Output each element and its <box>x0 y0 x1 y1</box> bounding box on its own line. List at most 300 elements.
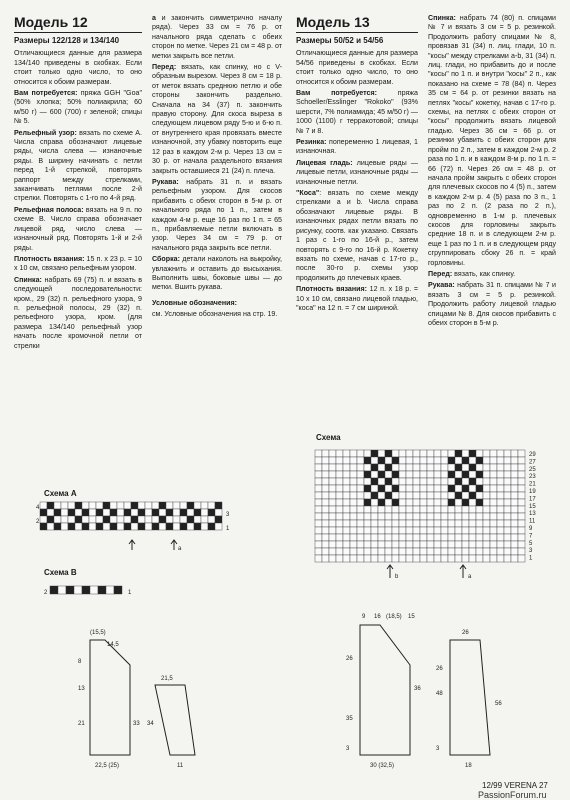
chart-cell <box>208 516 215 523</box>
chart-cell <box>385 548 392 555</box>
chart-cell <box>378 527 385 534</box>
model12-assembly: Сборка: детали наколоть на выкройку, увлажнить и оставить до высыхания. Выполнить швы, боковые швы — до метки. Вшить рукава. <box>152 255 282 292</box>
chart-cell <box>483 527 490 534</box>
scheme-b-row-label: 2 <box>44 590 48 596</box>
chart-cell <box>68 523 75 530</box>
chart-cell <box>434 478 441 485</box>
scheme-c-row-label: 1 <box>529 555 533 562</box>
chart-cell <box>504 450 511 457</box>
chart-cell <box>441 478 448 485</box>
chart-cell <box>497 548 504 555</box>
chart-cell <box>357 520 364 527</box>
chart-cell <box>441 457 448 464</box>
chart-cell <box>329 464 336 471</box>
chart-cell <box>350 520 357 527</box>
chart-cell <box>497 506 504 513</box>
chart-cell <box>61 516 68 523</box>
chart-cell <box>420 555 427 562</box>
chart-cell <box>47 523 54 530</box>
dim-label: 11 <box>177 763 184 769</box>
chart-cell <box>350 464 357 471</box>
chart-cell <box>392 513 399 520</box>
chart-cell <box>392 499 399 506</box>
chart-cell <box>462 548 469 555</box>
chart-cell <box>490 471 497 478</box>
chart-cell <box>462 457 469 464</box>
chart-cell <box>406 555 413 562</box>
chart-cell <box>329 513 336 520</box>
chart-cell <box>364 506 371 513</box>
chart-cell <box>343 541 350 548</box>
chart-cell <box>40 502 47 509</box>
chart-cell <box>208 509 215 516</box>
chart-cell <box>152 523 159 530</box>
dim-label: 15 <box>408 614 415 620</box>
chart-cell <box>448 534 455 541</box>
chart-cell <box>469 471 476 478</box>
chart-cell <box>117 502 124 509</box>
chart-cell <box>427 548 434 555</box>
chart-cell <box>364 541 371 548</box>
chart-cell <box>124 523 131 530</box>
chart-cell <box>385 513 392 520</box>
chart-cell <box>490 450 497 457</box>
chart-cell <box>96 516 103 523</box>
chart-cell <box>215 509 222 516</box>
dim-label: 13 <box>78 686 85 692</box>
chart-cell <box>103 523 110 530</box>
chart-cell <box>427 520 434 527</box>
chart-cell <box>371 492 378 499</box>
chart-cell <box>448 450 455 457</box>
chart-cell <box>159 509 166 516</box>
chart-cell <box>434 492 441 499</box>
chart-cell <box>201 516 208 523</box>
chart-cell <box>455 499 462 506</box>
chart-cell <box>315 534 322 541</box>
chart-cell <box>511 555 518 562</box>
chart-cell <box>462 506 469 513</box>
chart-cell <box>413 485 420 492</box>
chart-cell <box>350 513 357 520</box>
chart-cell <box>131 502 138 509</box>
scheme-a-row-label: 4 <box>36 505 40 511</box>
chart-cell <box>40 509 47 516</box>
chart-cell <box>159 523 166 530</box>
chart-cell <box>159 502 166 509</box>
chart-cell <box>201 502 208 509</box>
chart-cell <box>364 555 371 562</box>
chart-cell <box>315 457 322 464</box>
chart-cell <box>96 509 103 516</box>
chart-cell <box>159 516 166 523</box>
chart-cell <box>462 450 469 457</box>
chart-cell <box>378 485 385 492</box>
chart-cell <box>413 527 420 534</box>
dim-label: 26 <box>462 630 469 636</box>
chart-cell <box>497 541 504 548</box>
arrow-up-icon <box>171 540 177 550</box>
chart-cell <box>420 478 427 485</box>
scheme-b-chart <box>44 586 140 602</box>
chart-cell <box>420 464 427 471</box>
chart-cell <box>434 541 441 548</box>
chart-cell <box>462 478 469 485</box>
chart-cell <box>497 520 504 527</box>
dim-label: 34 <box>147 721 154 727</box>
chart-cell <box>378 513 385 520</box>
chart-cell <box>392 548 399 555</box>
model12-intro: Отличающиеся данные для размера 134/140 приведены в скобках. Если стоит только одно число, то оно относится к обоим размерам. <box>14 49 142 86</box>
chart-cell <box>455 513 462 520</box>
chart-cell <box>441 555 448 562</box>
chart-cell <box>152 502 159 509</box>
page-number: 27 <box>538 781 548 790</box>
chart-cell <box>518 492 525 499</box>
chart-cell <box>364 520 371 527</box>
chart-cell <box>110 516 117 523</box>
chart-cell <box>518 450 525 457</box>
chart-cell <box>406 513 413 520</box>
chart-cell <box>90 586 98 594</box>
scheme-c-row-label: 17 <box>529 496 536 503</box>
model13-sleeve: Рукава: набрать 31 п. спицами № 7 и вязать 3 см = 5 р. резинкой. Продолжить работу лицевой гладью спицами № 8. Для скосов прибавить с обеих сторон в 5-м р. <box>428 281 556 327</box>
chart-cell <box>145 509 152 516</box>
chart-cell <box>322 541 329 548</box>
model12-title: Модель 12 <box>14 14 88 30</box>
chart-cell <box>413 492 420 499</box>
chart-cell <box>89 502 96 509</box>
chart-cell <box>518 478 525 485</box>
chart-cell <box>476 513 483 520</box>
chart-cell <box>413 464 420 471</box>
chart-cell <box>47 502 54 509</box>
chart-cell <box>350 457 357 464</box>
scheme-a-chart <box>36 502 240 552</box>
chart-cell <box>406 499 413 506</box>
chart-cell <box>371 478 378 485</box>
chart-cell <box>504 555 511 562</box>
arrow-up-icon <box>387 565 393 578</box>
chart-cell <box>357 513 364 520</box>
chart-cell <box>434 548 441 555</box>
dim-label: 14,5 <box>107 642 119 648</box>
chart-cell <box>455 534 462 541</box>
dim-label: 21 <box>78 721 85 727</box>
chart-cell <box>385 520 392 527</box>
chart-cell <box>364 513 371 520</box>
chart-cell <box>124 516 131 523</box>
chart-cell <box>441 485 448 492</box>
chart-cell <box>504 485 511 492</box>
chart-cell <box>350 555 357 562</box>
chart-cell <box>406 464 413 471</box>
chart-cell <box>343 450 350 457</box>
chart-cell <box>194 523 201 530</box>
chart-cell <box>371 499 378 506</box>
chart-cell <box>420 499 427 506</box>
chart-cell <box>392 450 399 457</box>
chart-cell <box>448 555 455 562</box>
chart-cell <box>434 457 441 464</box>
chart-cell <box>455 492 462 499</box>
chart-cell <box>378 548 385 555</box>
chart-cell <box>322 450 329 457</box>
chart-cell <box>427 471 434 478</box>
chart-cell <box>490 534 497 541</box>
chart-cell <box>371 541 378 548</box>
chart-cell <box>343 513 350 520</box>
chart-cell <box>490 492 497 499</box>
chart-cell <box>462 520 469 527</box>
chart-cell <box>518 527 525 534</box>
dim-label: 18 <box>465 763 472 769</box>
chart-cell <box>455 520 462 527</box>
chart-cell <box>483 464 490 471</box>
chart-cell <box>399 506 406 513</box>
chart-cell <box>98 586 106 594</box>
chart-cell <box>322 513 329 520</box>
dim-label: 56 <box>495 701 502 707</box>
chart-cell <box>194 502 201 509</box>
chart-cell <box>47 509 54 516</box>
chart-cell <box>413 548 420 555</box>
chart-cell <box>364 527 371 534</box>
chart-cell <box>329 527 336 534</box>
chart-cell <box>399 485 406 492</box>
chart-cell <box>399 457 406 464</box>
chart-cell <box>518 499 525 506</box>
model12-front: Перед: вязать, как спинку, но с V-образным вырезом. Через 8 см = 18 р. от меток вязать среднюю петлю и обе стороны закончить раздельно. Сначала на 34 (37) п. закончить правую сторону. Для скоса выреза в следующем лицевом ряду 5-ю и 6-ю п. от внутреннего края провязать вместе изнаночной, эту убавку повторить еще 12 раз в каждом 2-м р. Через 13 см = 30 р. от начала раздельного вязания закрыть оставшиеся 21 (24) п. плеча. <box>152 63 282 175</box>
chart-cell <box>427 492 434 499</box>
model12-pattern-schematic <box>75 625 215 775</box>
dim-label: 3 <box>436 746 440 752</box>
chart-cell <box>413 555 420 562</box>
body-outline <box>360 625 410 755</box>
scheme-c-arrow-a: a <box>468 574 472 580</box>
chart-cell <box>329 492 336 499</box>
chart-cell <box>110 509 117 516</box>
legend-title: Условные обозначения: <box>152 298 238 307</box>
chart-cell <box>427 527 434 534</box>
chart-cell <box>483 471 490 478</box>
chart-cell <box>448 471 455 478</box>
chart-cell <box>448 541 455 548</box>
chart-cell <box>469 527 476 534</box>
chart-cell <box>322 485 329 492</box>
chart-cell <box>343 471 350 478</box>
chart-cell <box>497 464 504 471</box>
chart-cell <box>448 527 455 534</box>
chart-cell <box>336 534 343 541</box>
chart-cell <box>343 555 350 562</box>
chart-cell <box>504 520 511 527</box>
chart-cell <box>329 520 336 527</box>
chart-cell <box>483 506 490 513</box>
chart-cell <box>427 464 434 471</box>
model13-column-2 <box>428 14 556 330</box>
chart-cell <box>350 527 357 534</box>
model12-column-1 <box>14 14 142 353</box>
chart-cell <box>434 499 441 506</box>
chart-cell <box>427 457 434 464</box>
dim-label: 36 <box>414 686 421 692</box>
chart-cell <box>434 485 441 492</box>
chart-cell <box>399 548 406 555</box>
chart-cell <box>75 516 82 523</box>
chart-cell <box>413 520 420 527</box>
model12-back: Спинка: набрать 69 (75) п. и вязать в следующей последовательности: кром., 29 (32) п. рельефного узора, 9 п. рельефной полосы, 29 (32) п. рельефного узора, кром. (для размера 134/140 рельефный узор начать после кромочной петли от стрелки <box>14 275 142 350</box>
chart-cell <box>336 555 343 562</box>
chart-cell <box>40 523 47 530</box>
chart-cell <box>462 527 469 534</box>
chart-cell <box>476 534 483 541</box>
chart-cell <box>476 457 483 464</box>
chart-cell <box>322 520 329 527</box>
chart-cell <box>350 450 357 457</box>
chart-cell <box>511 534 518 541</box>
sleeve-outline <box>450 640 490 755</box>
chart-cell <box>194 516 201 523</box>
chart-cell <box>54 509 61 516</box>
model13-braid: "Коса": вязать по схеме между стрелками а и b. Числа справа обозначают лицевые ряды. В изнаночных рядах петли вязать по рисунку, соотв. как указано. Связать 1 раз с 1-го по 16-й р., затем повторять с 9-го по 16-й р. Кокетку вязать по схеме, начав с 17-го р., после 30-го р. схемы узор продолжить до плечевых краев. <box>296 189 418 282</box>
chart-cell <box>336 450 343 457</box>
model13-column-1 <box>296 14 418 315</box>
chart-cell <box>180 509 187 516</box>
chart-cell <box>420 534 427 541</box>
chart-cell <box>455 527 462 534</box>
chart-cell <box>215 516 222 523</box>
chart-cell <box>518 520 525 527</box>
chart-cell <box>420 471 427 478</box>
chart-cell <box>392 457 399 464</box>
chart-cell <box>476 450 483 457</box>
chart-cell <box>490 464 497 471</box>
chart-cell <box>399 450 406 457</box>
chart-cell <box>511 450 518 457</box>
chart-cell <box>336 527 343 534</box>
chart-cell <box>441 513 448 520</box>
chart-cell <box>427 555 434 562</box>
chart-cell <box>483 513 490 520</box>
chart-cell <box>476 478 483 485</box>
chart-cell <box>497 485 504 492</box>
chart-cell <box>329 485 336 492</box>
chart-cell <box>497 555 504 562</box>
chart-cell <box>504 548 511 555</box>
chart-cell <box>336 478 343 485</box>
chart-cell <box>194 509 201 516</box>
scheme-c-chart <box>315 450 545 600</box>
arrow-up-icon <box>460 565 466 578</box>
chart-cell <box>364 471 371 478</box>
scheme-c-row-label: 11 <box>529 518 536 525</box>
chart-cell <box>152 516 159 523</box>
chart-cell <box>504 464 511 471</box>
chart-cell <box>315 492 322 499</box>
chart-cell <box>350 534 357 541</box>
chart-cell <box>399 492 406 499</box>
chart-cell <box>455 555 462 562</box>
chart-cell <box>476 471 483 478</box>
chart-cell <box>74 586 82 594</box>
chart-cell <box>68 502 75 509</box>
chart-cell <box>378 464 385 471</box>
chart-cell <box>145 523 152 530</box>
chart-cell <box>406 534 413 541</box>
chart-cell <box>476 527 483 534</box>
scheme-a-row-label: 3 <box>226 512 230 518</box>
chart-cell <box>511 478 518 485</box>
chart-cell <box>329 555 336 562</box>
model13-back: Спинка: набрать 74 (80) п. спицами № 7 и вязать 3 см = 5 р. резинкой. Продолжить работу спицами № 8, провязав 31 (34) п. лиц. глади, 10 п. "косы" между стрелками а-b, 31 (34) п. лиц. глади, но прибавить до и после "косы" по 1 п. и внутри "косы" 2 п., как показано на схеме = 78 (84) п. Через 35 см = 64 р. от резинки вязать на петлях "косы" кокетку, начав с 17-го р. схемы, на петлях с обеих сторон от "косы" продолжить вязать лицевой гладью. Через 36 см = 66 р. от резинки убавить с обеих сторон для пройм по 2 п., затем в каждом 2-м р. 2 раза по 1 п. и в каждом 8-м р. по 1 п. = 66 (72) п. Через 26 см = 48 р. от начала пройм закрыть с обеих сторон для плечевых скосов по 4 (5) п., затем в каждом 2-м р. 4 (5) раза по 3 п., 1 раз по 2 п. (2 раза по 2 п.), одновременно в 1-м р. плечевых скосов для горловины закрыть средние 18 п. и в следующем 2-м р. еще 1 раз по 1 п. и в следующем ряду сгруппировать сбоку 26 п. = край горловины. <box>428 14 556 267</box>
chart-cell <box>511 506 518 513</box>
chart-cell <box>315 506 322 513</box>
chart-cell <box>343 457 350 464</box>
chart-cell <box>138 509 145 516</box>
chart-cell <box>350 548 357 555</box>
chart-cell <box>96 523 103 530</box>
scheme-c-row-label: 13 <box>529 511 536 518</box>
chart-cell <box>343 534 350 541</box>
chart-cell <box>504 457 511 464</box>
scheme-c-row-label: 7 <box>529 533 533 540</box>
chart-cell <box>399 499 406 506</box>
chart-cell <box>378 478 385 485</box>
model13-pattern-schematic <box>340 610 540 770</box>
chart-cell <box>490 478 497 485</box>
chart-cell <box>476 485 483 492</box>
chart-cell <box>336 457 343 464</box>
chart-cell <box>315 485 322 492</box>
chart-cell <box>462 499 469 506</box>
chart-cell <box>392 527 399 534</box>
dim-label: 8 <box>78 659 82 665</box>
chart-cell <box>448 457 455 464</box>
chart-cell <box>455 471 462 478</box>
chart-cell <box>357 555 364 562</box>
chart-cell <box>329 450 336 457</box>
chart-cell <box>483 541 490 548</box>
chart-cell <box>399 513 406 520</box>
chart-cell <box>392 471 399 478</box>
chart-cell <box>343 520 350 527</box>
chart-cell <box>322 492 329 499</box>
chart-cell <box>462 485 469 492</box>
chart-cell <box>385 464 392 471</box>
chart-cell <box>518 513 525 520</box>
chart-cell <box>469 520 476 527</box>
chart-cell <box>336 520 343 527</box>
chart-cell <box>392 541 399 548</box>
chart-cell <box>357 548 364 555</box>
chart-cell <box>413 534 420 541</box>
chart-cell <box>329 506 336 513</box>
chart-cell <box>378 457 385 464</box>
chart-cell <box>364 485 371 492</box>
chart-cell <box>40 516 47 523</box>
chart-cell <box>441 506 448 513</box>
chart-cell <box>427 534 434 541</box>
chart-cell <box>166 502 173 509</box>
dim-label: 48 <box>436 691 443 697</box>
chart-cell <box>413 541 420 548</box>
scheme-c-row-label: 25 <box>529 466 536 473</box>
chart-cell <box>497 450 504 457</box>
chart-cell <box>441 499 448 506</box>
chart-cell <box>180 502 187 509</box>
model12-strip: Рельефная полоса: вязать на 9 п. по схеме В. Число справа обозначает лицевой ряд, число слева — изнаночный ряд. Повторять 1-й и 2-й ряды. <box>14 205 143 252</box>
